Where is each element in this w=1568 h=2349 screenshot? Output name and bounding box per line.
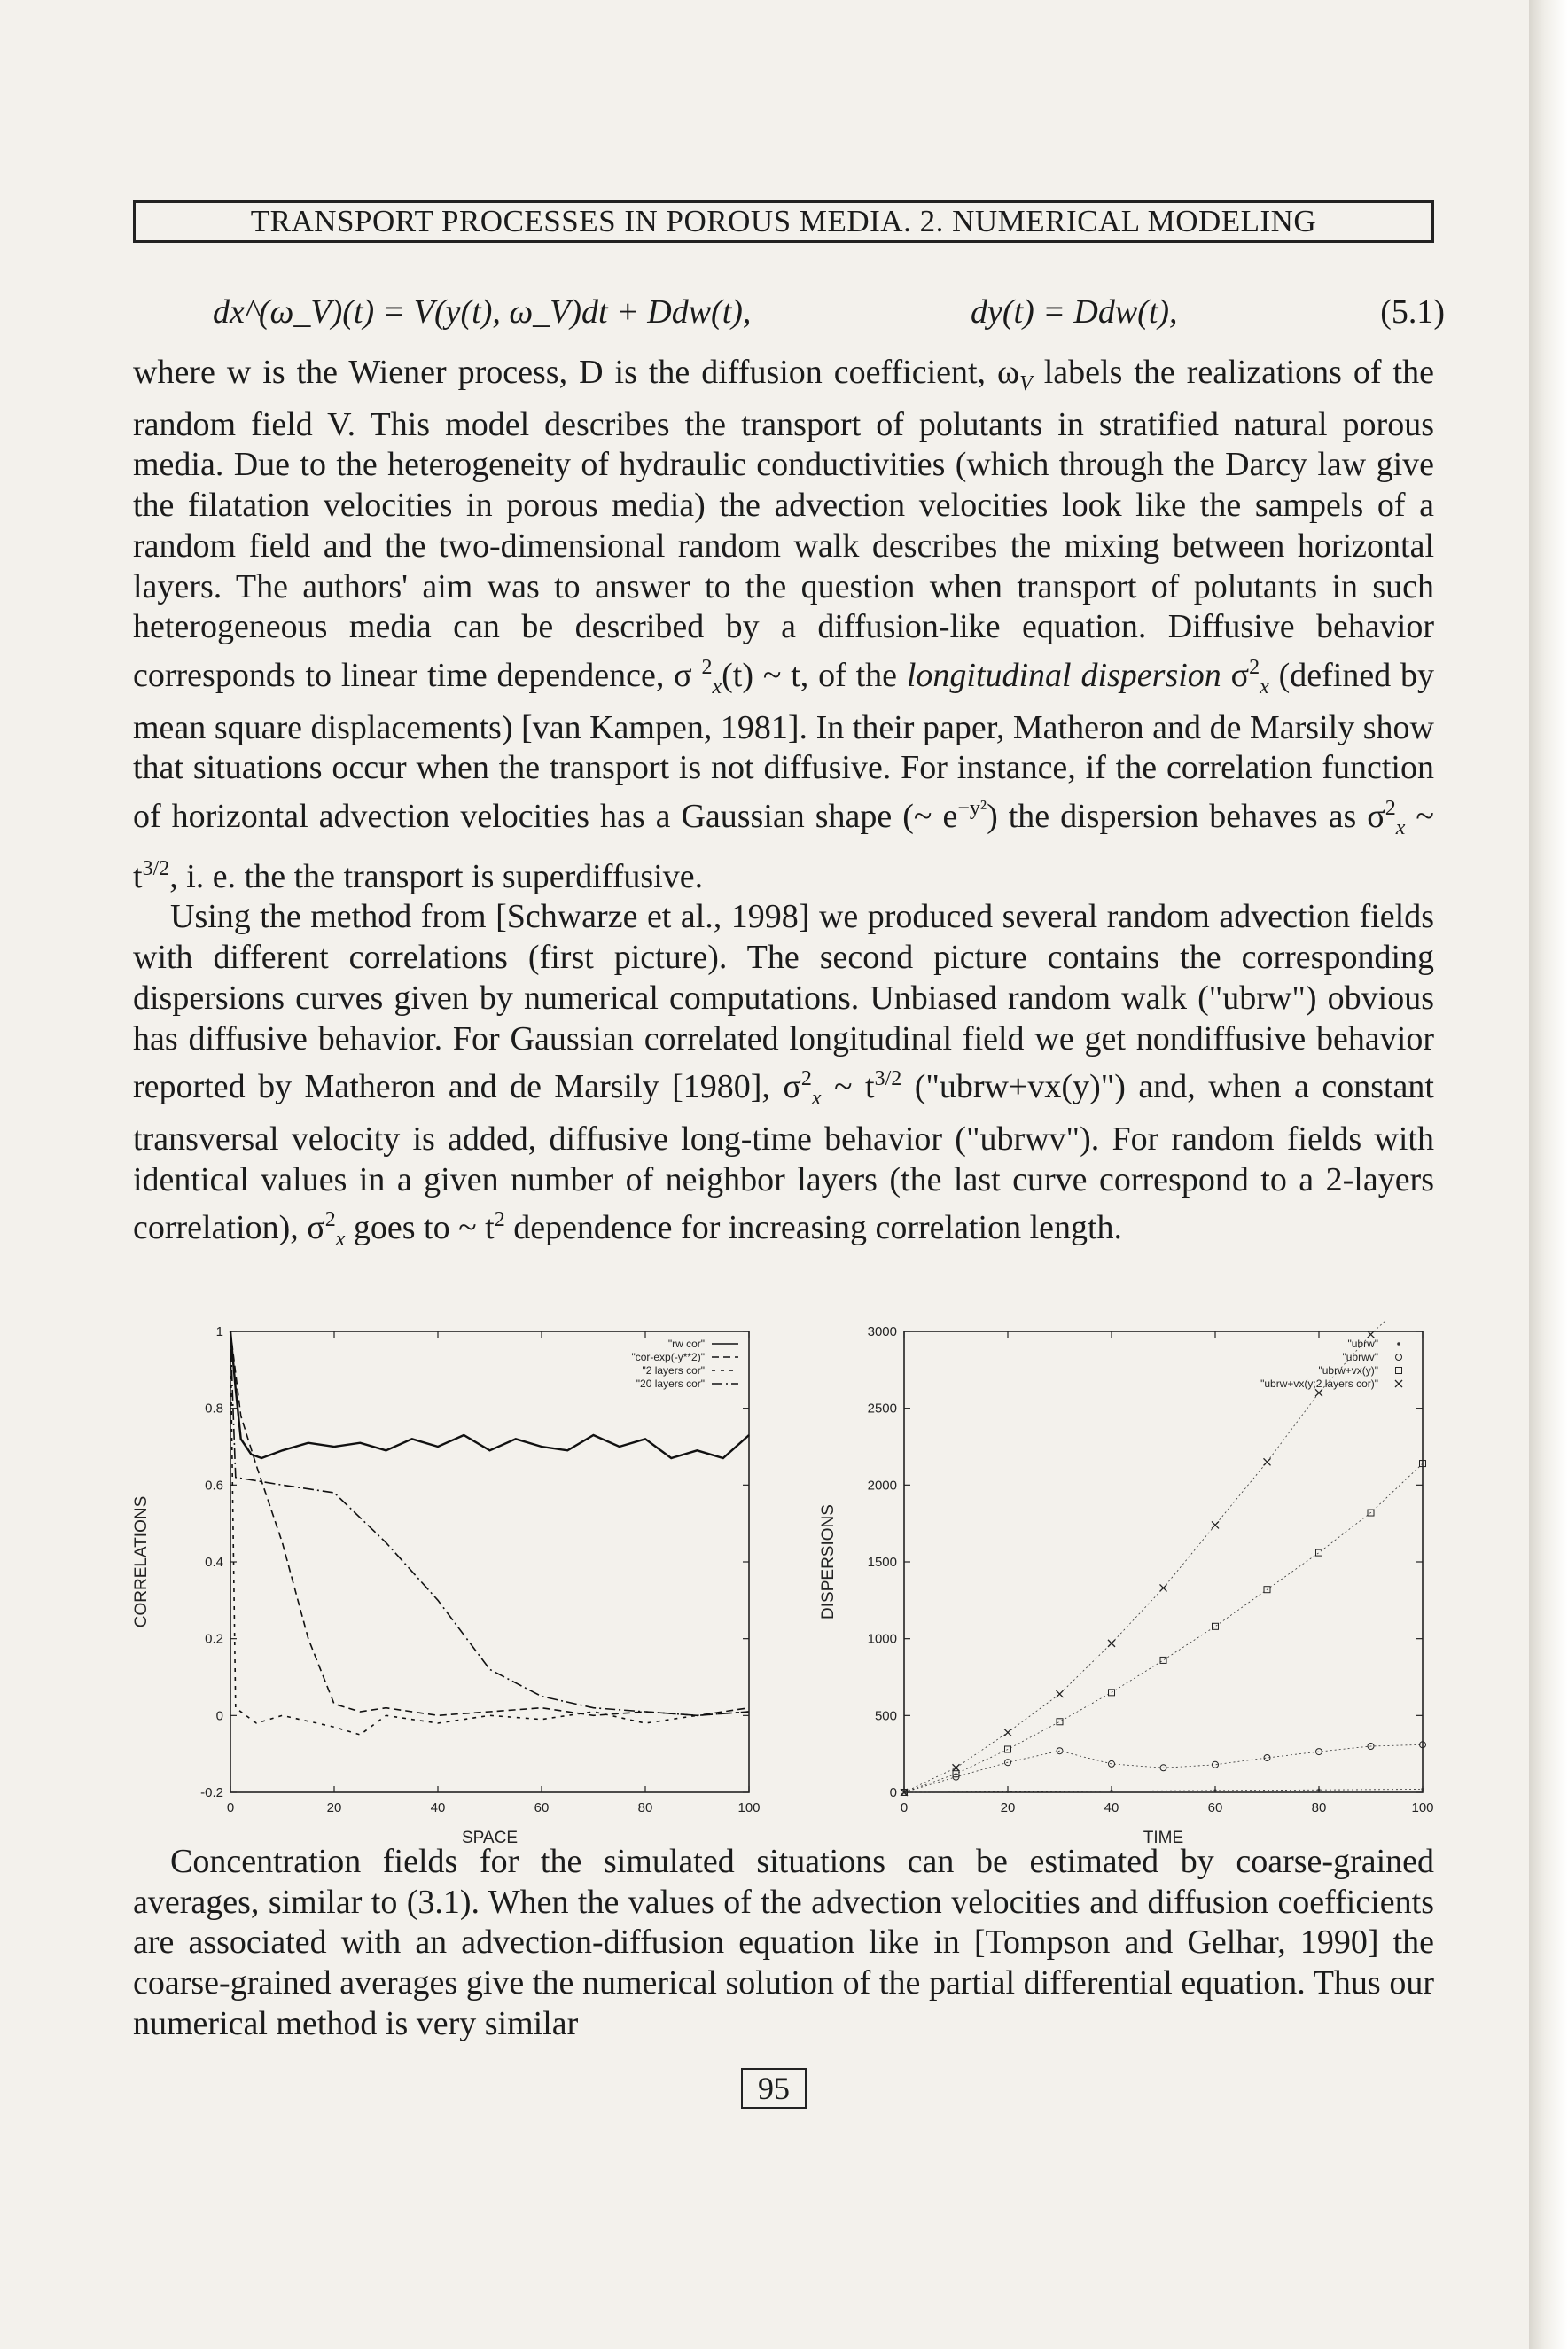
data-point <box>1213 1623 1219 1629</box>
legend-swatch <box>1397 1342 1400 1346</box>
page-number: 95 <box>741 2068 807 2109</box>
y-tick-label: -0.2 <box>200 1785 223 1800</box>
x-tick-label: 80 <box>1311 1800 1327 1815</box>
data-point <box>1316 1749 1322 1755</box>
running-header <box>133 200 1434 243</box>
legend-swatch <box>1396 1368 1402 1374</box>
x-tick-label: 100 <box>1411 1800 1434 1815</box>
y-tick-label: 1 <box>215 1324 223 1339</box>
y-tick-label: 3000 <box>867 1324 897 1339</box>
y-tick-label: 1000 <box>867 1631 897 1647</box>
data-point <box>1212 1521 1219 1528</box>
x-tick-label: 100 <box>737 1800 761 1815</box>
data-point <box>1317 1789 1320 1791</box>
paragraph-1: where w is the Wiener process, D is the diffusion coefficient, $\omega_V$ labels the realizations of the random field V. This model describes the transport of polutants in stratified natural porous media. Due to the heterogeneity of hydraulic conductivities (which through the Darcy law give the filatation velocities in porous media) the advection velocities look like the sampels of a random field and the two-dimensional random walk describes the mixing between horizontal layers. The authors' aim was to answer to the question when transport of polutants in such heterogeneous media can be described by a diffusion-like equation. Diffusive behavior corresponds to linear time dependence, σ $^2_x$(t) ~ t, of the longitudinal dispersion $\sigma^2_x$ (defined by mean square displacements) [van Kampen, 1981]. In their paper, Matheron and de Marsily show that situations occur when the transport is not diffusive. For instance, if the correlation function of horizontal advection velocities has a Gaussian shape (~ $e^{-y^2}$) the dispersion behaves as $\sigma^2_x$ ~ $t^{3/2}$, i. e. the the transport is superdiffusive. <box>133 354 1435 895</box>
legend-label: "ubrw+vx(y)" <box>1318 1364 1378 1377</box>
x-tick-label: 60 <box>534 1800 550 1815</box>
y-tick-label: 2000 <box>867 1478 897 1494</box>
equation-5-1 <box>213 293 1445 346</box>
legend-label: "2 layers cor" <box>642 1364 705 1377</box>
data-point <box>1213 1789 1216 1791</box>
figures-row <box>106 1321 1454 1844</box>
x-tick-label: 40 <box>430 1800 446 1815</box>
y-axis-label: DISPERSIONS <box>819 1504 838 1619</box>
data-point <box>1110 1790 1112 1792</box>
series-line <box>904 1321 1423 1792</box>
legend-label: "ubrw+vx(y;2 layers cor)" <box>1260 1377 1378 1390</box>
data-point <box>1057 1690 1064 1697</box>
y-tick-label: 500 <box>874 1708 897 1724</box>
legend-swatch <box>1396 1354 1402 1361</box>
y-tick-label: 0.8 <box>205 1401 223 1416</box>
x-tick-label: 20 <box>326 1800 342 1815</box>
x-axis-label: TIME <box>1143 1829 1184 1844</box>
data-point <box>1316 1549 1322 1556</box>
running-header-text: TRANSPORT PROCESSES IN POROUS MEDIA. 2. NUMERICAL MODELING <box>250 204 1317 238</box>
y-tick-label: 0.2 <box>205 1631 223 1647</box>
data-point <box>1160 1657 1166 1663</box>
legend-swatch <box>1395 1380 1402 1387</box>
series-line <box>904 1463 1423 1792</box>
data-point <box>1109 1760 1115 1767</box>
data-point <box>1160 1584 1167 1591</box>
y-axis-label: CORRELATIONS <box>132 1495 151 1628</box>
main-text-block <box>133 353 1434 1260</box>
data-point <box>953 1764 960 1771</box>
equation-right: dy(t) = Ddw(t), <box>971 293 1178 331</box>
x-tick-label: 0 <box>900 1800 909 1815</box>
legend-label: "20 layers cor" <box>636 1377 705 1390</box>
legend-label: "ubrwv" <box>1342 1351 1378 1363</box>
data-point <box>1006 1791 1009 1793</box>
x-tick-label: 40 <box>1104 1800 1119 1815</box>
data-point <box>1315 1389 1322 1396</box>
series-line <box>904 1744 1423 1792</box>
plot-frame <box>230 1331 749 1792</box>
x-tick-label: 20 <box>1000 1800 1016 1815</box>
data-point <box>1108 1640 1115 1647</box>
series-line <box>230 1331 749 1735</box>
lower-text-block <box>133 1842 1434 2045</box>
term-longitudinal-dispersion: longitudinal dispersion <box>906 656 1221 694</box>
data-point <box>1057 1719 1063 1725</box>
x-tick-label: 60 <box>1207 1800 1223 1815</box>
x-tick-label: 0 <box>226 1800 235 1815</box>
equation-left: dx^(ω_V)(t) = V(y(t), ω_V)dt + Ddw(t), <box>213 293 752 331</box>
y-tick-label: 0.4 <box>205 1555 223 1570</box>
y-tick-label: 0 <box>215 1708 223 1724</box>
correlations-chart <box>106 1321 780 1844</box>
data-point <box>1004 1729 1011 1736</box>
legend-label: "ubrw" <box>1347 1338 1378 1350</box>
y-tick-label: 0.6 <box>205 1478 223 1494</box>
x-tick-label: 80 <box>637 1800 653 1815</box>
page-edge-shadow <box>1529 0 1568 2349</box>
y-tick-label: 0 <box>889 1785 897 1800</box>
data-point <box>1421 1788 1424 1791</box>
legend-label: "cor-exp(-y**2)" <box>631 1351 705 1363</box>
dispersions-chart <box>780 1321 1454 1844</box>
x-axis-label: SPACE <box>461 1829 519 1844</box>
y-tick-label: 2500 <box>867 1401 897 1416</box>
y-tick-label: 1500 <box>867 1555 897 1570</box>
equation-number: (5.1) <box>1380 293 1445 331</box>
plot-frame <box>904 1331 1423 1792</box>
paragraph-3: Concentration fields for the simulated situations can be estimated by coarse-grained averages, similar to (3.1). When the values of the advection velocities and diffusion coefficients are associated with an advection-diffusion equation like in [Tompson and Gelhar, 1990] the coarse-grained averages give the numerical solution of the partial differential equation. Thus our numerical method is very similar <box>133 1843 1434 2042</box>
paragraph-2: Using the method from [Schwarze et al., 1998] we produced several random advection fields with different correlations (first picture). The second picture contains the corresponding dispersions curves given by numerical computations. Unbiased random walk ("ubrw") obvious has diffusive behavior. For Gaussian correlated longitudinal field we get nondiffusive behavior reported by Matheron and de Marsily [1980], $\sigma^2_x$ ~ $t^{3/2}$ ("ubrw+vx(y)") and, when a constant transversal velocity is added, diffusive long-time behavior ("ubrwv"). For random fields with identical values in a given number of neighbor layers (the last curve correspond to a 2-layers correlation), $\sigma^2_x$ goes to ~ $t^2$ dependence for increasing correlation length. <box>133 898 1434 1252</box>
legend-label: "rw cor" <box>667 1338 705 1350</box>
data-point <box>1264 1458 1271 1465</box>
